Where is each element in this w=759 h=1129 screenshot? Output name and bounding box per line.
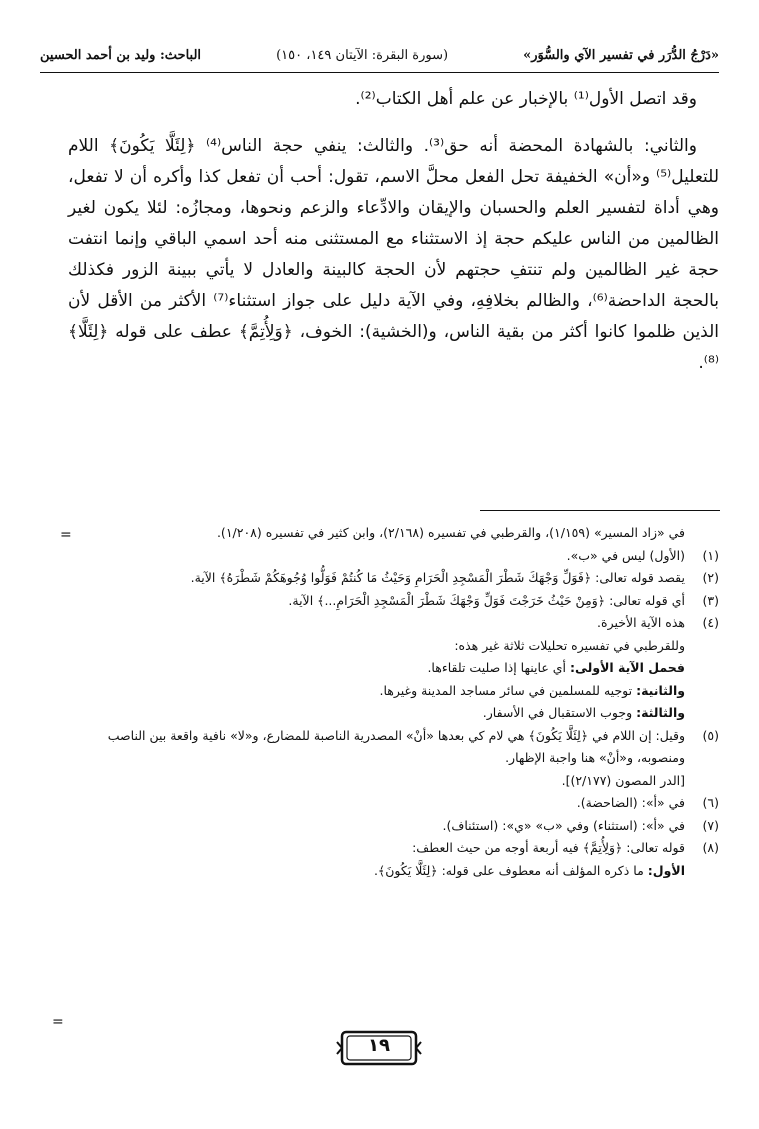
footnote-4-line-3: والثانية: توجيه للمسلمين في سائر مساجد المدينة وغيرها.	[379, 682, 685, 698]
footnote-number: (٧)	[702, 817, 719, 833]
footnote-4-extra	[60, 635, 719, 725]
footnote-continuation	[60, 522, 719, 545]
footnote-number: (١)	[702, 547, 719, 563]
paragraph-1: وقد اتصل الأول⁽¹⁾ بالإخبار عن علم أهل الكتاب⁽²⁾.	[355, 89, 697, 109]
footnotes	[60, 522, 719, 882]
footnote-text: (الأول) ليس في «ب».	[566, 547, 685, 563]
footnote-text: هذه الآية الأخيرة.	[597, 615, 685, 630]
header-surah-ref: (سورة البقرة: الآيتان ١٤٩، ١٥٠)	[276, 47, 449, 63]
paragraph-2: والثاني: بالشهادة المحضة أنه حق⁽³⁾. والثالث: ينفي حجة الناس⁽⁴⁾ ﴿لِئَلَّا يَكُونَ﴾ اللام للتعليل⁽⁵⁾ و«أن» الخفيفة تحل الفعل محلَّ الاسم، تقول: أحب أن تفعل كذا وأكره أن لا تفعل، وهي أداة لتفسير العلم والحسبان والإيقان والادِّعاء والزعم ونحوها، ومجازُه: لئلا يكون لغير الظالمين من الناس عليكم حجة إذ الاستثناء مع المستثنى منه أحد اسمي الباقي وإنما انتفت حجة غير الظالمين ولم تنتفِ حجتهم لأن الحجة كالبينة والعادل لا يأتي ببينة الزور فكذلك بالحجة الداحضة⁽⁶⁾، والظالم بخلافِهِ، وفي الآية دليل على جواز استثناء⁽⁷⁾ الأكثر من الأقل لأن الذين ظلموا كانوا أكثر من بقية الناس، و(الخشية): الخوف، ﴿وَلِأُتِمَّ﴾ عطف على قوله ﴿لِئَلَّا﴾⁽⁸⁾.	[68, 136, 719, 373]
footnote-text: في «أ»: (استثناء) وفي «ب» «ي»: (استئناف).	[442, 817, 685, 833]
header-researcher: الباحث: وليد بن أحمد الحسين	[40, 47, 202, 63]
footnote-item	[60, 725, 719, 793]
footnote-item	[60, 815, 719, 838]
continuation-mark-bottom: =	[52, 1014, 64, 1030]
footnote-text: قوله تعالى: ﴿وَلِأُتِمَّ﴾ فيه أربعة أوجه من حيث العطف:	[412, 840, 685, 855]
footnote-text: يقصد قوله تعالى: ﴿فَوَلِّ وَجْهَكَ شَطْرَ الْمَسْجِدِ الْحَرَامِ وَحَيْثُ مَا كُنتُمْ فَوَلُّوا وُجُوهَكُمْ شَطْرَهُ﴾ الآية.	[190, 570, 685, 585]
footnote-number: (٥)	[702, 727, 719, 743]
footnote-8-extra: الأول: ما ذكره المؤلف أنه معطوف على قوله: ﴿لِئَلَّا يَكُونَ﴾.	[373, 862, 685, 878]
footnote-item	[60, 545, 719, 568]
header-book-title: «دَرْجُ الدُّرَر في تفسير الآي والسُّوَر»	[523, 47, 719, 63]
footnote-text: وقيل: إن اللام في ﴿لِئَلَّا يَكُونَ﴾ هي لام كي بعدها «أنْ» المصدرية الناصبة للمضارع، و«لا» نافية واقعة بين الناصب ومنصوبه، و«أنْ» هنا واجبة الإظهار.	[107, 727, 685, 765]
footnote-4-line-4: والثالثة: وجوب الاستقبال في الأسفار.	[482, 705, 685, 720]
page-number: ١٩	[368, 1035, 390, 1056]
footnote-item	[60, 792, 719, 815]
footnote-4-line-1: وللقرطبي في تفسيره تحليلات ثلاثة غير هذه:	[454, 637, 685, 653]
main-text	[68, 84, 719, 379]
footnote-text: في «أ»: (الضاحضة).	[576, 795, 685, 810]
footnote-item	[60, 837, 719, 860]
footnote-4-line-2: فحمل الآية الأولى: أي عاينها إذا صليت تلقاءها.	[427, 660, 685, 675]
footnote-number: (٢)	[702, 570, 719, 585]
footnote-number: (٨)	[702, 840, 719, 855]
footnote-item	[60, 567, 719, 590]
footnote-number: (٦)	[702, 795, 719, 810]
footnote-number: (٣)	[702, 592, 719, 608]
continuation-mark-top: =	[60, 527, 72, 543]
footnote-item	[60, 612, 719, 635]
running-header	[40, 40, 719, 70]
footnote-text: أي قوله تعالى: ﴿وَمِنْ حَيْثُ خَرَجْتَ فَوَلِّ وَجْهَكَ شَطْرَ الْمَسْجِدِ الْحَرَامِ...﴾ الآية.	[288, 592, 685, 608]
header-divider	[40, 72, 719, 73]
footnote-reference: [الدر المصون (٢/١٧٧)].	[561, 772, 685, 788]
footnote-item	[60, 590, 719, 613]
footnote-continuation-text: في «زاد المسير» (١/١٥٩)، والقرطبي في تفسيره (٢/١٦٨)، وابن كثير في تفسيره (١/٢٠٨).	[216, 525, 685, 540]
page-number-ornament	[336, 1028, 422, 1068]
footnote-number: (٤)	[702, 615, 719, 630]
footnote-divider	[480, 510, 720, 511]
